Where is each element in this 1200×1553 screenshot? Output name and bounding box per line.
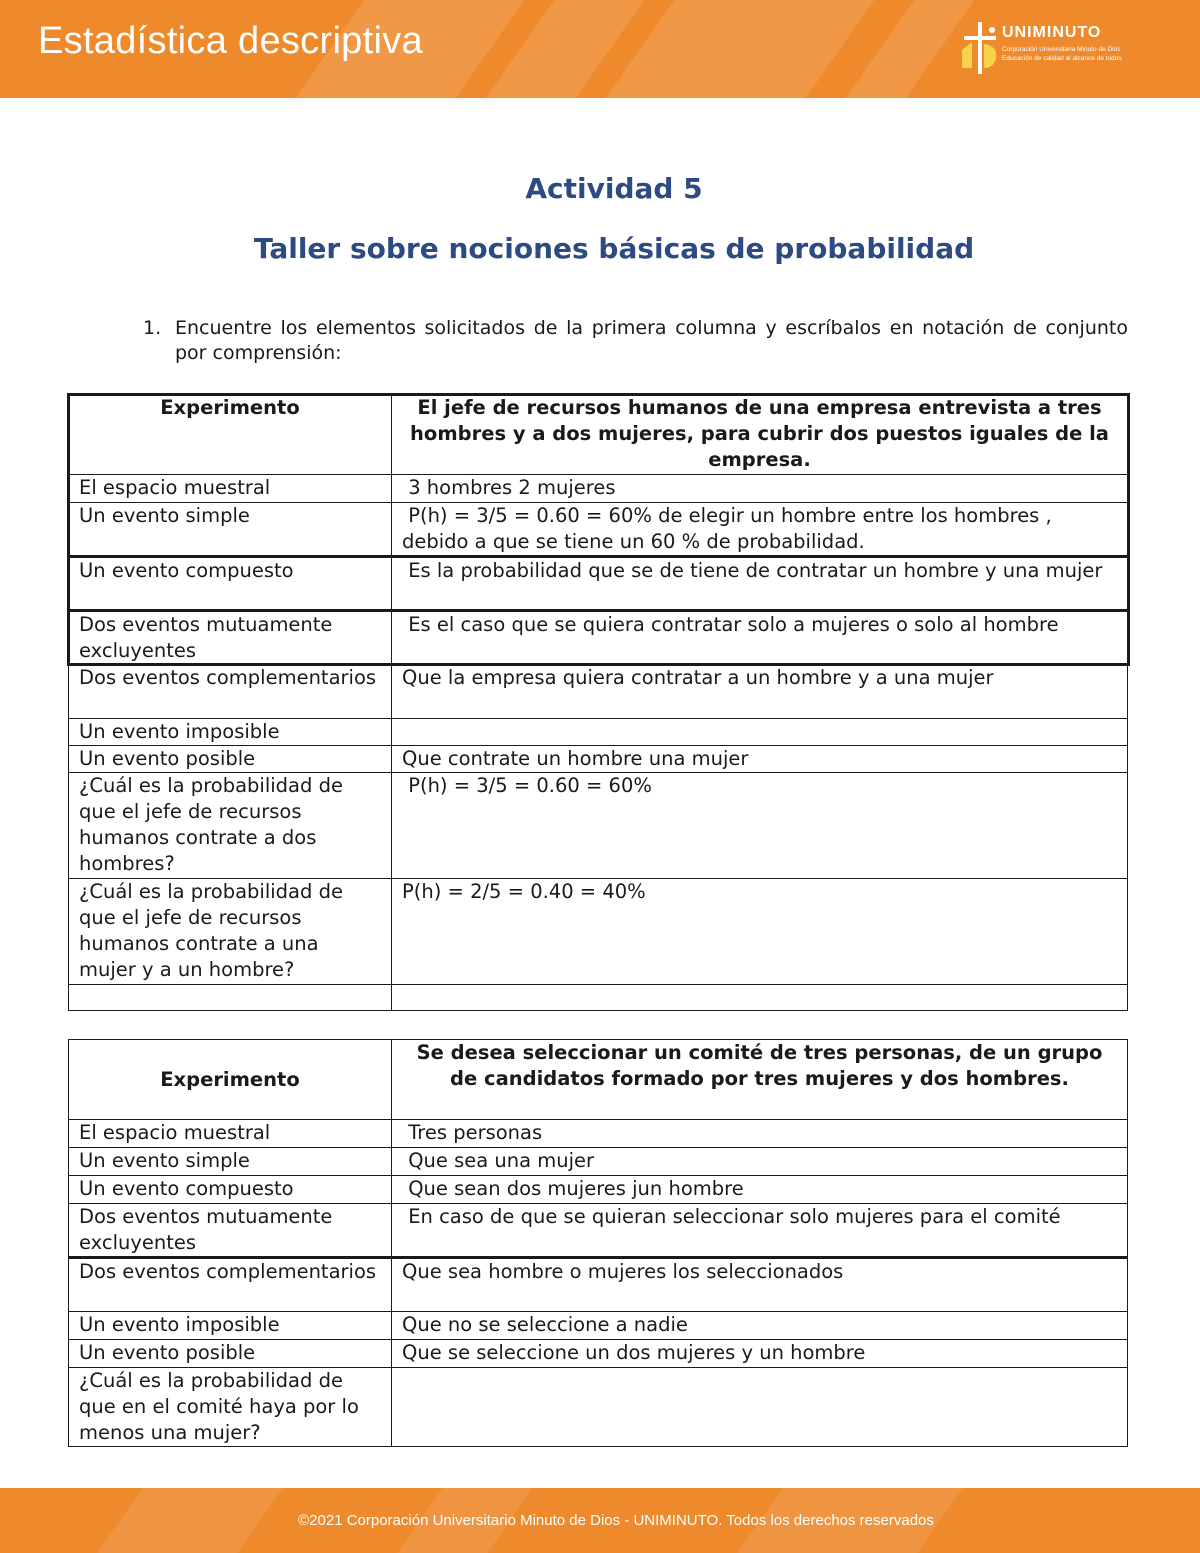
row-value: P(h) = 3/5 = 0.60 = 60% de elegir un hombre entre los hombres , debido a que se tiene un 60 % de probabilidad. bbox=[392, 503, 1128, 557]
row-label: Dos eventos complementarios bbox=[69, 665, 392, 719]
copyright-notice: ©2021 Corporación Universitario Minuto de Dios - UNIMINUTO. Todos los derechos reservados bbox=[298, 1512, 934, 1529]
row-value bbox=[392, 1368, 1128, 1447]
row-value: Que la empresa quiera contratar a un hombre y a una mujer bbox=[392, 665, 1128, 719]
row-label: Dos eventos mutuamente excluyentes bbox=[69, 1204, 392, 1258]
header-banner bbox=[0, 0, 1200, 98]
activity-subtitle: Taller sobre nociones básicas de probabilidad bbox=[253, 232, 975, 265]
row-label: Un evento simple bbox=[69, 1148, 392, 1176]
row-value: Tres personas bbox=[392, 1120, 1128, 1148]
row-value: P(h) = 2/5 = 0.40 = 40% bbox=[392, 879, 1128, 985]
row-label: El espacio muestral bbox=[69, 475, 392, 503]
row-label: Un evento posible bbox=[69, 1340, 392, 1368]
table-header-cell: Experimento bbox=[69, 1040, 392, 1120]
row-label: ¿Cuál es la probabilidad de que el jefe de recursos humanos contrate a una mujer y a un hombre? bbox=[69, 879, 392, 985]
row-label: Un evento imposible bbox=[69, 719, 392, 746]
row-label bbox=[69, 985, 392, 1011]
experiment-description: El jefe de recursos humanos de una empresa entrevista a tres hombres y a dos mujeres, para cubrir dos puestos iguales de la empresa. bbox=[392, 395, 1128, 475]
row-value: Que sea hombre o mujeres los seleccionados bbox=[392, 1258, 1128, 1312]
row-value: En caso de que se quieran seleccionar solo mujeres para el comité bbox=[392, 1204, 1128, 1258]
row-value: Que sea una mujer bbox=[392, 1148, 1128, 1176]
activity-heading: Actividad 5 bbox=[525, 172, 703, 205]
logo-tagline-2: Educación de calidad al alcance de todos bbox=[1002, 55, 1122, 62]
document-title: Estadística descriptiva bbox=[38, 20, 423, 62]
row-label: ¿Cuál es la probabilidad de que el jefe de recursos humanos contrate a dos hombres? bbox=[69, 773, 392, 879]
uniminuto-logo-icon bbox=[958, 20, 1002, 76]
row-label: Un evento compuesto bbox=[69, 1176, 392, 1204]
table-header-cell: Experimento bbox=[69, 395, 392, 475]
experiment-description: Se desea seleccionar un comité de tres personas, de un grupo de candidatos formado por tres mujeres y dos hombres. bbox=[392, 1040, 1128, 1120]
row-label: Un evento simple bbox=[69, 503, 392, 557]
logo-tagline: Corporación Universitaria Minuto de Dios bbox=[1002, 46, 1121, 53]
experiment-table-1 bbox=[68, 394, 1128, 1011]
row-value: P(h) = 3/5 = 0.60 = 60% bbox=[392, 773, 1128, 879]
uniminuto-logo bbox=[958, 20, 1158, 76]
row-value: Que contrate un hombre una mujer bbox=[392, 746, 1128, 773]
row-value: Es el caso que se quiera contratar solo a mujeres o solo al hombre bbox=[392, 611, 1128, 665]
question-1 bbox=[143, 316, 1128, 366]
row-label: Dos eventos mutuamente excluyentes bbox=[69, 611, 392, 665]
experiment-table-2 bbox=[68, 1039, 1128, 1447]
row-value bbox=[392, 985, 1128, 1011]
row-value bbox=[392, 719, 1128, 746]
row-label: Un evento compuesto bbox=[69, 557, 392, 611]
row-value: Es la probabilidad que se de tiene de contratar un hombre y una mujer bbox=[392, 557, 1128, 611]
row-label: Un evento posible bbox=[69, 746, 392, 773]
row-value: 3 hombres 2 mujeres bbox=[392, 475, 1128, 503]
question-number: 1. bbox=[143, 317, 162, 339]
row-value: Que sean dos mujeres jun hombre bbox=[392, 1176, 1128, 1204]
footer-banner bbox=[0, 1488, 1200, 1553]
row-value: Que se seleccione un dos mujeres y un hombre bbox=[392, 1340, 1128, 1368]
row-label: Un evento imposible bbox=[69, 1312, 392, 1340]
row-label: El espacio muestral bbox=[69, 1120, 392, 1148]
logo-name: UNIMINUTO bbox=[1002, 24, 1102, 41]
row-label: Dos eventos complementarios bbox=[69, 1258, 392, 1312]
row-label: ¿Cuál es la probabilidad de que en el comité haya por lo menos una mujer? bbox=[69, 1368, 392, 1447]
row-value: Que no se seleccione a nadie bbox=[392, 1312, 1128, 1340]
question-text: Encuentre los elementos solicitados de la primera columna y escríbalos en notación de conjunto por comprensión: bbox=[175, 317, 1128, 364]
